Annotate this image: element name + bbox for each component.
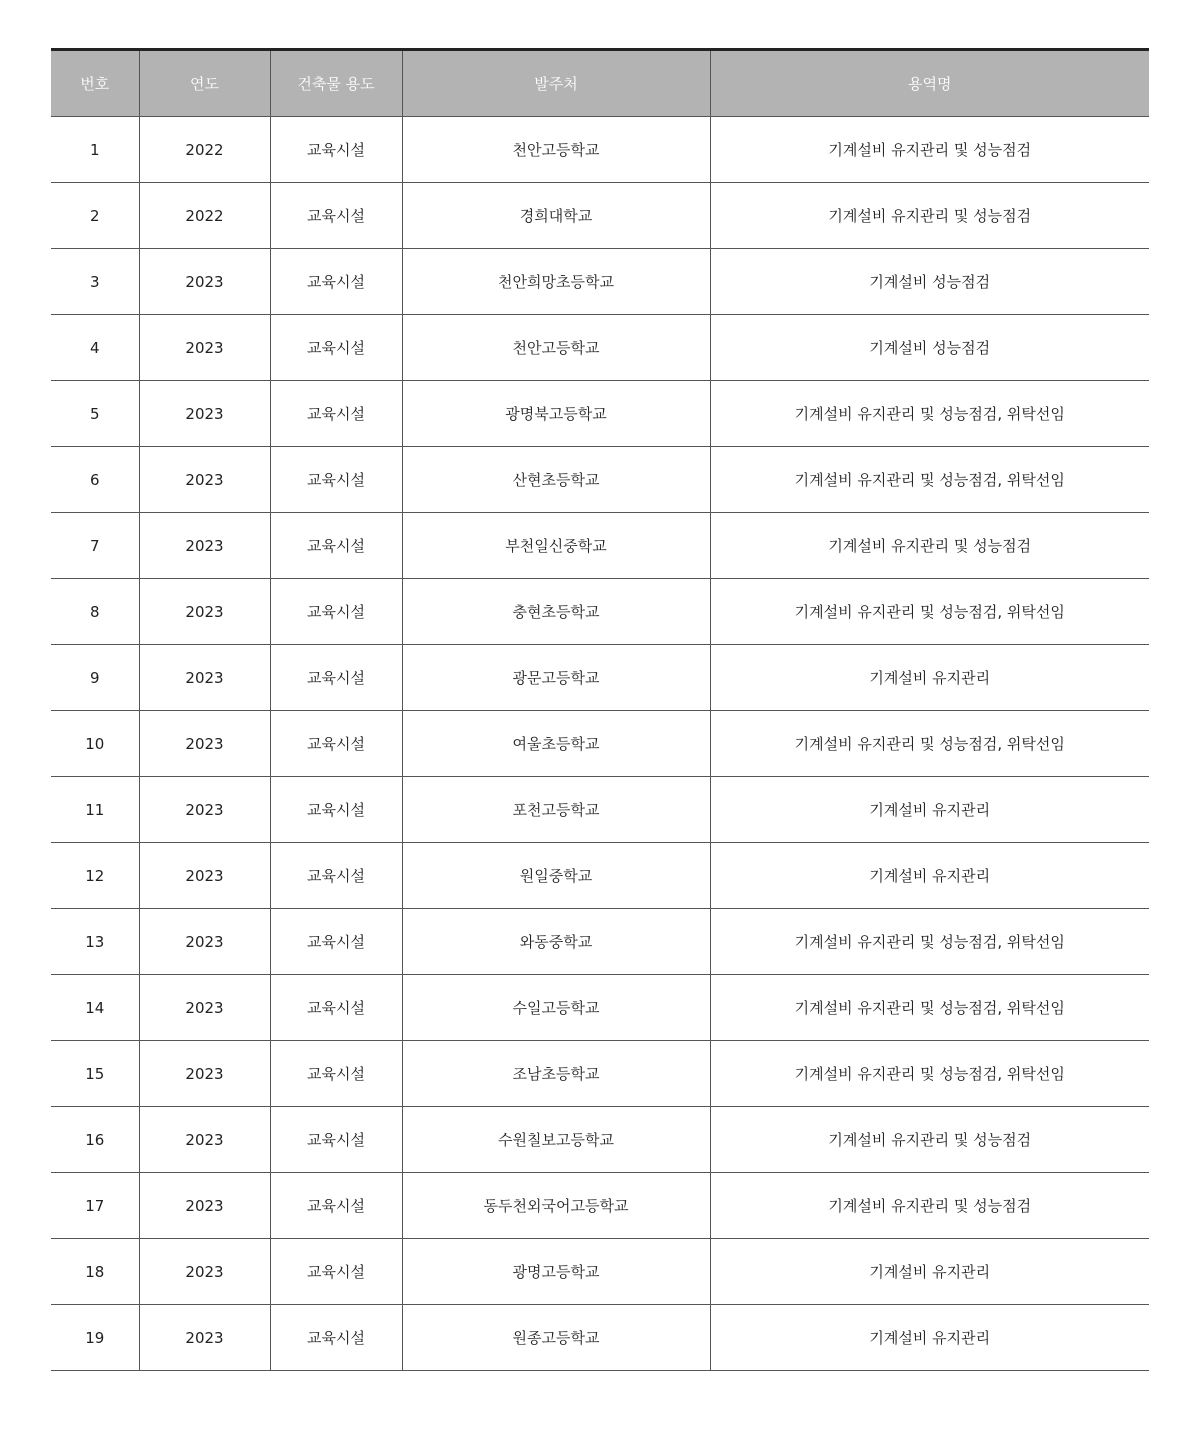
cell-year: 2022 xyxy=(139,183,270,249)
cell-building-use: 교육시설 xyxy=(270,777,402,843)
cell-building-use: 교육시설 xyxy=(270,1173,402,1239)
cell-building-use: 교육시설 xyxy=(270,909,402,975)
cell-number: 9 xyxy=(51,645,139,711)
cell-year: 2023 xyxy=(139,777,270,843)
cell-building-use: 교육시설 xyxy=(270,447,402,513)
cell-client: 산현초등학교 xyxy=(402,447,710,513)
cell-year: 2023 xyxy=(139,1305,270,1371)
table-row xyxy=(51,1173,1149,1239)
cell-year: 2023 xyxy=(139,909,270,975)
cell-building-use: 교육시설 xyxy=(270,579,402,645)
cell-client: 수원칠보고등학교 xyxy=(402,1107,710,1173)
cell-building-use: 교육시설 xyxy=(270,975,402,1041)
cell-client: 포천고등학교 xyxy=(402,777,710,843)
cell-building-use: 교육시설 xyxy=(270,315,402,381)
cell-building-use: 교육시설 xyxy=(270,1239,402,1305)
cell-service-name: 기계설비 유지관리 및 성능점검, 위탁선임 xyxy=(710,579,1149,645)
cell-year: 2023 xyxy=(139,381,270,447)
table-row xyxy=(51,447,1149,513)
cell-service-name: 기계설비 유지관리 및 성능점검, 위탁선임 xyxy=(710,447,1149,513)
cell-service-name: 기계설비 성능점검 xyxy=(710,315,1149,381)
cell-client: 천안고등학교 xyxy=(402,117,710,183)
cell-client: 충현초등학교 xyxy=(402,579,710,645)
cell-service-name: 기계설비 유지관리 및 성능점검 xyxy=(710,1173,1149,1239)
cell-service-name: 기계설비 유지관리 xyxy=(710,1239,1149,1305)
cell-number: 15 xyxy=(51,1041,139,1107)
projects-table-container xyxy=(51,48,1149,1371)
cell-year: 2023 xyxy=(139,315,270,381)
cell-year: 2023 xyxy=(139,711,270,777)
table-row xyxy=(51,249,1149,315)
header-building-use: 건축물 용도 xyxy=(270,50,402,117)
cell-number: 11 xyxy=(51,777,139,843)
cell-service-name: 기계설비 유지관리 및 성능점검 xyxy=(710,513,1149,579)
cell-year: 2023 xyxy=(139,1041,270,1107)
cell-number: 13 xyxy=(51,909,139,975)
cell-building-use: 교육시설 xyxy=(270,381,402,447)
cell-client: 광문고등학교 xyxy=(402,645,710,711)
cell-building-use: 교육시설 xyxy=(270,1305,402,1371)
table-row xyxy=(51,315,1149,381)
cell-number: 3 xyxy=(51,249,139,315)
cell-year: 2023 xyxy=(139,975,270,1041)
cell-year: 2023 xyxy=(139,447,270,513)
cell-service-name: 기계설비 유지관리 및 성능점검, 위탁선임 xyxy=(710,1041,1149,1107)
table-row xyxy=(51,645,1149,711)
cell-building-use: 교육시설 xyxy=(270,645,402,711)
cell-building-use: 교육시설 xyxy=(270,1107,402,1173)
cell-service-name: 기계설비 유지관리 및 성능점검, 위탁선임 xyxy=(710,975,1149,1041)
cell-year: 2022 xyxy=(139,117,270,183)
cell-year: 2023 xyxy=(139,843,270,909)
cell-client: 원일중학교 xyxy=(402,843,710,909)
cell-number: 16 xyxy=(51,1107,139,1173)
cell-building-use: 교육시설 xyxy=(270,1041,402,1107)
table-row xyxy=(51,1239,1149,1305)
table-body xyxy=(51,117,1149,1371)
table-header-row xyxy=(51,50,1149,117)
cell-number: 17 xyxy=(51,1173,139,1239)
table-row xyxy=(51,579,1149,645)
cell-service-name: 기계설비 유지관리 xyxy=(710,1305,1149,1371)
projects-table xyxy=(51,48,1149,1371)
cell-client: 광명고등학교 xyxy=(402,1239,710,1305)
cell-number: 18 xyxy=(51,1239,139,1305)
cell-service-name: 기계설비 유지관리 xyxy=(710,777,1149,843)
cell-building-use: 교육시설 xyxy=(270,183,402,249)
cell-client: 조남초등학교 xyxy=(402,1041,710,1107)
table-row xyxy=(51,777,1149,843)
cell-service-name: 기계설비 유지관리 및 성능점검, 위탁선임 xyxy=(710,909,1149,975)
cell-year: 2023 xyxy=(139,1239,270,1305)
cell-number: 1 xyxy=(51,117,139,183)
table-row xyxy=(51,183,1149,249)
cell-year: 2023 xyxy=(139,1173,270,1239)
cell-number: 12 xyxy=(51,843,139,909)
cell-building-use: 교육시설 xyxy=(270,249,402,315)
cell-building-use: 교육시설 xyxy=(270,711,402,777)
table-row xyxy=(51,117,1149,183)
header-year: 연도 xyxy=(139,50,270,117)
cell-service-name: 기계설비 유지관리 xyxy=(710,645,1149,711)
cell-year: 2023 xyxy=(139,645,270,711)
cell-client: 부천일신중학교 xyxy=(402,513,710,579)
cell-client: 여울초등학교 xyxy=(402,711,710,777)
cell-service-name: 기계설비 유지관리 및 성능점검 xyxy=(710,183,1149,249)
cell-building-use: 교육시설 xyxy=(270,513,402,579)
cell-year: 2023 xyxy=(139,579,270,645)
cell-client: 수일고등학교 xyxy=(402,975,710,1041)
cell-client: 와동중학교 xyxy=(402,909,710,975)
cell-service-name: 기계설비 유지관리 및 성능점검 xyxy=(710,1107,1149,1173)
cell-client: 천안희망초등학교 xyxy=(402,249,710,315)
cell-number: 2 xyxy=(51,183,139,249)
cell-number: 10 xyxy=(51,711,139,777)
cell-service-name: 기계설비 유지관리 및 성능점검, 위탁선임 xyxy=(710,381,1149,447)
cell-building-use: 교육시설 xyxy=(270,117,402,183)
cell-client: 경희대학교 xyxy=(402,183,710,249)
cell-number: 6 xyxy=(51,447,139,513)
cell-number: 14 xyxy=(51,975,139,1041)
cell-number: 19 xyxy=(51,1305,139,1371)
cell-service-name: 기계설비 성능점검 xyxy=(710,249,1149,315)
header-client: 발주처 xyxy=(402,50,710,117)
cell-client: 광명북고등학교 xyxy=(402,381,710,447)
cell-client: 천안고등학교 xyxy=(402,315,710,381)
table-row xyxy=(51,381,1149,447)
cell-service-name: 기계설비 유지관리 및 성능점검 xyxy=(710,117,1149,183)
cell-number: 8 xyxy=(51,579,139,645)
cell-year: 2023 xyxy=(139,513,270,579)
cell-client: 원종고등학교 xyxy=(402,1305,710,1371)
header-service-name: 용역명 xyxy=(710,50,1149,117)
cell-service-name: 기계설비 유지관리 xyxy=(710,843,1149,909)
table-row xyxy=(51,1305,1149,1371)
table-row xyxy=(51,975,1149,1041)
cell-client: 동두천외국어고등학교 xyxy=(402,1173,710,1239)
cell-year: 2023 xyxy=(139,1107,270,1173)
table-row xyxy=(51,711,1149,777)
header-number: 번호 xyxy=(51,50,139,117)
table-row xyxy=(51,843,1149,909)
table-row xyxy=(51,513,1149,579)
cell-year: 2023 xyxy=(139,249,270,315)
cell-service-name: 기계설비 유지관리 및 성능점검, 위탁선임 xyxy=(710,711,1149,777)
table-row xyxy=(51,1107,1149,1173)
table-row xyxy=(51,909,1149,975)
cell-number: 4 xyxy=(51,315,139,381)
cell-building-use: 교육시설 xyxy=(270,843,402,909)
cell-number: 5 xyxy=(51,381,139,447)
table-row xyxy=(51,1041,1149,1107)
cell-number: 7 xyxy=(51,513,139,579)
